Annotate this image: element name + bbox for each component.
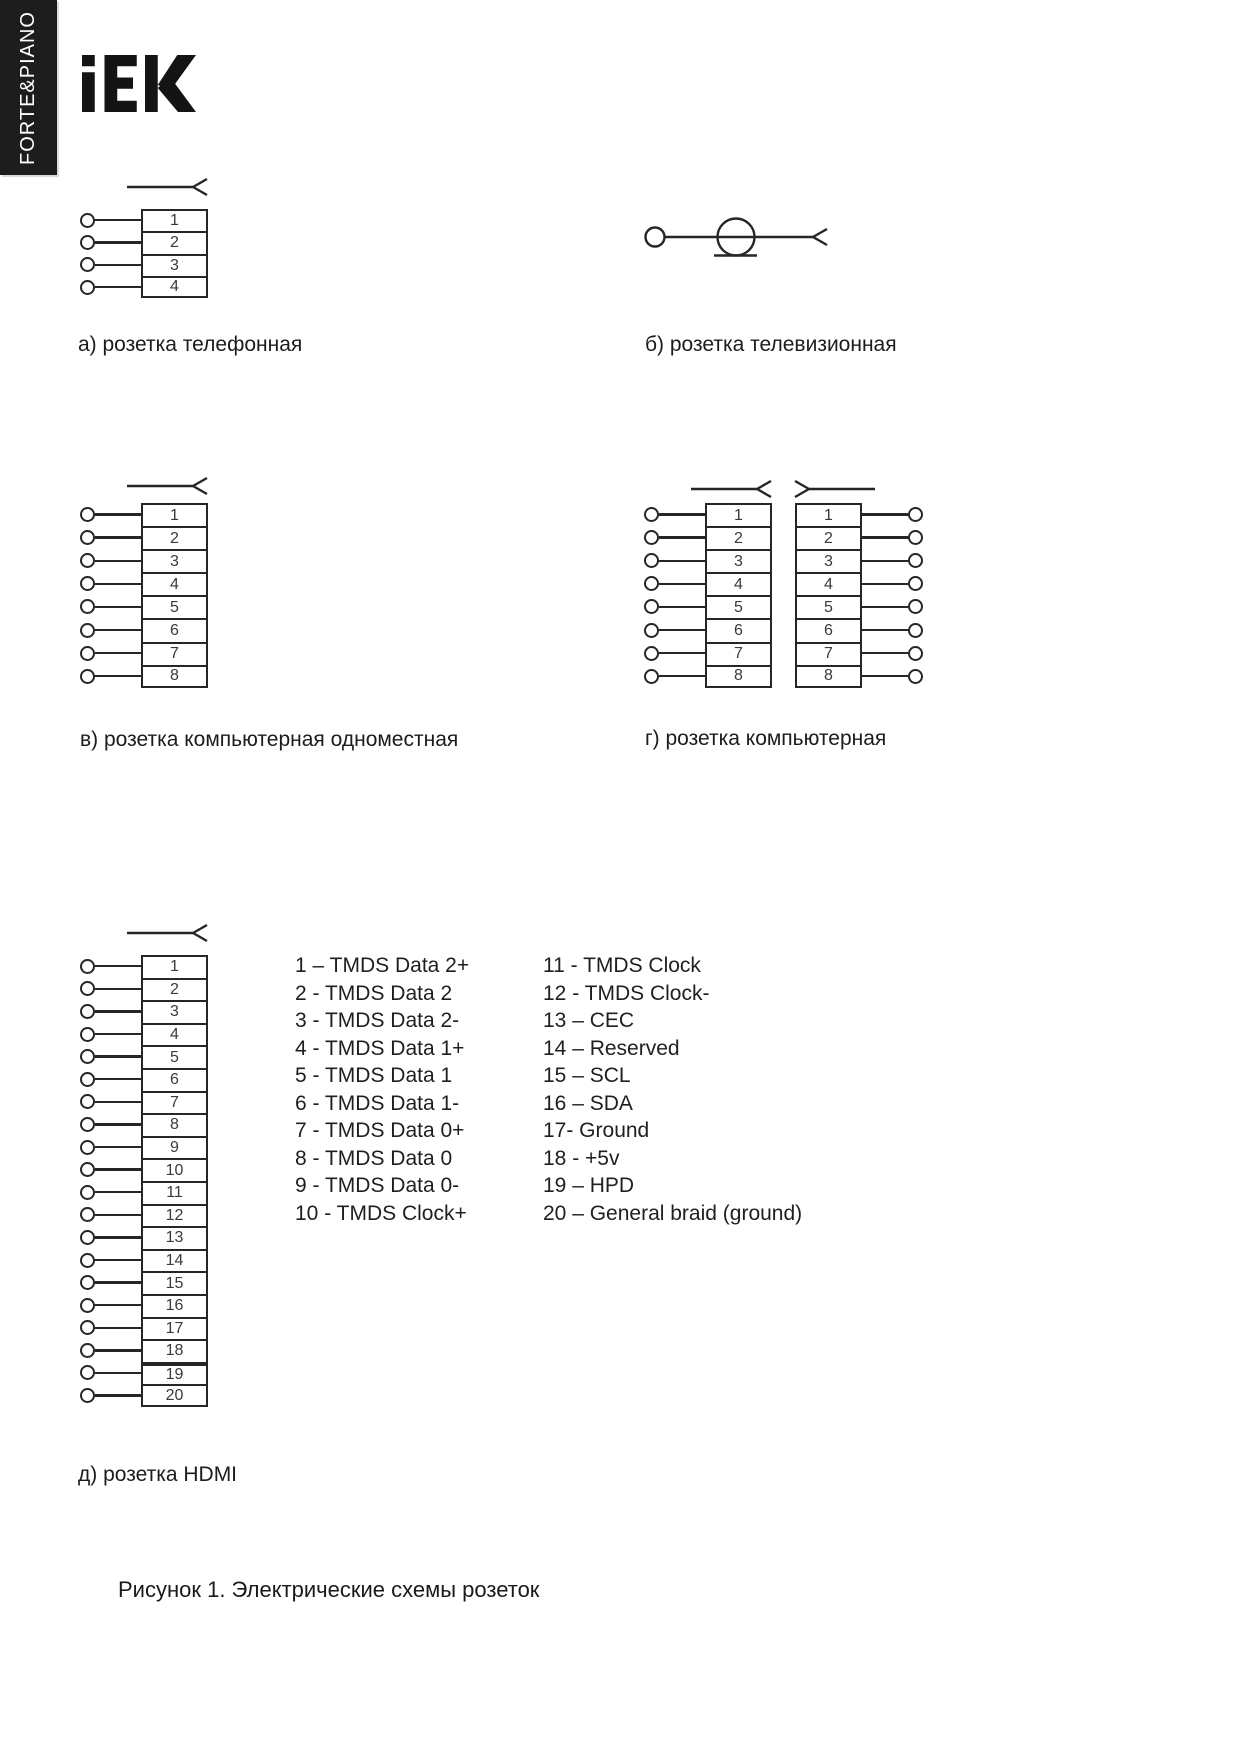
pin-row	[795, 549, 923, 572]
pin-cell	[141, 209, 208, 231]
pin-row	[80, 572, 208, 595]
pin-label: 14 – Reserved	[543, 1036, 680, 1060]
lead-line	[95, 675, 141, 677]
pin-number: 7	[734, 645, 743, 663]
pin-cell	[141, 1339, 208, 1362]
lead-line	[95, 1101, 141, 1103]
plug-arrow-icon	[126, 476, 208, 496]
terminal-circle-icon	[80, 959, 95, 974]
terminal-circle-icon	[80, 1230, 95, 1245]
pin-label: 20 – General braid (ground)	[543, 1201, 803, 1225]
terminal-circle-icon	[644, 599, 659, 614]
lead-line	[659, 536, 705, 538]
pin-cell	[141, 1384, 208, 1407]
lead-line	[95, 536, 141, 538]
pin-number: 4	[170, 575, 179, 593]
pin-number: 6	[824, 622, 833, 640]
plug-arrow-icon	[126, 923, 208, 943]
lead-line	[862, 606, 908, 608]
pin-number: 2	[734, 529, 743, 547]
pin-number: 1	[170, 958, 179, 976]
pin-row	[80, 1294, 208, 1317]
pin-number: 6	[170, 1071, 179, 1089]
terminal-circle-icon	[80, 1094, 95, 1109]
pin-cell	[141, 1362, 208, 1385]
pin-number: 9	[170, 1139, 179, 1157]
lead-line	[862, 513, 908, 515]
lead-line	[862, 629, 908, 631]
pin-cell	[795, 526, 862, 549]
lead-line	[95, 965, 141, 967]
pin-cell	[141, 1294, 208, 1317]
pin-number: 5	[824, 598, 833, 616]
lead-line	[659, 652, 705, 654]
pin-label: 6 - TMDS Data 1-	[295, 1091, 460, 1115]
pin-number: 1	[170, 212, 179, 230]
terminal-circle-icon	[80, 981, 95, 996]
pin-cell	[795, 549, 862, 572]
pin-number: 6	[170, 622, 179, 640]
lead-line	[95, 1191, 141, 1193]
pin-number: 8	[734, 667, 743, 685]
pin-cell	[705, 526, 772, 549]
terminal-circle-icon	[644, 507, 659, 522]
pin-cell	[141, 1226, 208, 1249]
pin-row	[80, 1317, 208, 1340]
pin-number: 19	[165, 1365, 184, 1383]
terminal-circle-icon	[908, 507, 923, 522]
pin-cell	[705, 549, 772, 572]
pin-row	[80, 978, 208, 1001]
telephone-connector	[80, 209, 208, 298]
terminal-circle-icon	[80, 1388, 95, 1403]
pin-row	[644, 618, 772, 641]
pin-cell	[141, 1068, 208, 1091]
pin-label: 18 - +5v	[543, 1146, 620, 1170]
pin-cell	[705, 503, 772, 526]
terminal-circle-icon	[80, 1207, 95, 1222]
pin-number: 15	[165, 1274, 184, 1292]
pin-cell	[705, 665, 772, 688]
terminal-circle-icon	[80, 1162, 95, 1177]
plug-arrow-mirrored-icon	[794, 479, 876, 499]
pin-label: 16 – SDA	[543, 1091, 633, 1115]
lead-line	[95, 560, 141, 562]
pin-cell	[141, 665, 208, 688]
terminal-circle-icon	[644, 669, 659, 684]
pin-row	[80, 1000, 208, 1023]
pin-row	[644, 572, 772, 595]
hdmi-pin-labels-left	[295, 952, 469, 1227]
terminal-circle-icon	[80, 1049, 95, 1064]
caption-telephone: а) розетка телефонная	[78, 333, 303, 356]
terminal-circle-icon	[908, 576, 923, 591]
lead-line	[659, 675, 705, 677]
pin-row	[80, 1045, 208, 1068]
pin-cell	[141, 549, 208, 572]
pin-number: 2	[170, 529, 179, 547]
terminal-circle-icon	[80, 553, 95, 568]
terminal-circle-icon	[908, 646, 923, 661]
iek-logo-icon	[82, 55, 202, 112]
pin-number: 8	[170, 1116, 179, 1134]
pin-cell	[141, 1317, 208, 1340]
pin-row	[80, 595, 208, 618]
terminal-circle-icon	[80, 1140, 95, 1155]
terminal-circle-icon	[80, 257, 95, 272]
lead-line	[95, 1214, 141, 1216]
terminal-circle-icon	[908, 530, 923, 545]
pin-number: 10	[165, 1161, 184, 1179]
terminal-circle-icon	[80, 669, 95, 684]
pin-cell	[141, 254, 208, 276]
lead-line	[95, 1146, 141, 1148]
lead-line	[95, 1168, 141, 1170]
pin-number: 2	[170, 980, 179, 998]
pin-cell	[795, 503, 862, 526]
terminal-circle-icon	[80, 623, 95, 638]
terminal-circle-icon	[80, 1343, 95, 1358]
pin-cell	[141, 1271, 208, 1294]
pin-cell	[795, 595, 862, 618]
pin-row	[80, 1068, 208, 1091]
terminal-circle-icon	[644, 553, 659, 568]
pin-cell	[141, 642, 208, 665]
pin-number: 3	[824, 552, 833, 570]
lead-line	[659, 606, 705, 608]
pin-row	[795, 526, 923, 549]
pin-cell	[141, 1181, 208, 1204]
hdmi-pin-labels-right	[543, 952, 802, 1227]
lead-line	[95, 1394, 141, 1396]
pin-cell	[141, 1023, 208, 1046]
pin-cell	[141, 1158, 208, 1181]
lead-line	[95, 1281, 141, 1283]
pin-row	[80, 665, 208, 688]
pin-number: 4	[734, 575, 743, 593]
terminal-circle-icon	[80, 1253, 95, 1268]
pin-row	[80, 1339, 208, 1362]
computer-double-right-connector	[795, 503, 923, 688]
caption-computer-double: г) розетка компьютерная	[645, 727, 887, 750]
pin-label: 7 - TMDS Data 0+	[295, 1119, 465, 1142]
lead-line	[95, 219, 141, 221]
pin-cell	[141, 1000, 208, 1023]
pin-row	[80, 1136, 208, 1159]
terminal-circle-icon	[80, 1027, 95, 1042]
pin-row	[80, 1113, 208, 1136]
pin-number: 2	[824, 529, 833, 547]
pin-number: 8	[170, 667, 179, 685]
terminal-circle-icon	[644, 576, 659, 591]
plug-arrow-icon	[126, 177, 208, 197]
pin-cell	[705, 618, 772, 641]
pin-cell	[141, 595, 208, 618]
pin-cell	[141, 526, 208, 549]
lead-line	[95, 1304, 141, 1306]
pin-cell	[141, 1091, 208, 1114]
pin-cell	[141, 1045, 208, 1068]
pin-label: 15 – SCL	[543, 1064, 631, 1087]
lead-line	[95, 583, 141, 585]
terminal-circle-icon	[908, 553, 923, 568]
terminal-circle-icon	[80, 1320, 95, 1335]
lead-line	[95, 1055, 141, 1057]
pin-cell	[795, 665, 862, 688]
pin-number: 5	[170, 1048, 179, 1066]
pin-row	[795, 503, 923, 526]
pin-cell	[141, 955, 208, 978]
pin-row	[80, 1384, 208, 1407]
lead-line	[95, 286, 141, 288]
pin-number: 7	[170, 1093, 179, 1111]
pin-label: 4 - TMDS Data 1+	[295, 1036, 465, 1060]
pin-number: 5	[170, 598, 179, 616]
terminal-circle-icon	[80, 1298, 95, 1313]
pin-row	[80, 254, 208, 276]
terminal-circle-icon	[644, 530, 659, 545]
pin-row	[80, 231, 208, 253]
pin-row	[644, 549, 772, 572]
pin-number: 2	[170, 234, 179, 252]
pin-number: 3	[170, 1003, 179, 1021]
pin-row	[795, 618, 923, 641]
pin-row	[80, 503, 208, 526]
computer-double-left-connector	[644, 503, 772, 688]
caption-computer-single: в) розетка компьютерная одноместная	[80, 728, 459, 751]
lead-line	[95, 1259, 141, 1261]
lead-line	[659, 560, 705, 562]
lead-line	[862, 675, 908, 677]
pin-label: 13 – CEC	[543, 1009, 635, 1032]
pin-row	[80, 642, 208, 665]
terminal-circle-icon	[908, 669, 923, 684]
pin-number: 7	[824, 645, 833, 663]
pin-row	[80, 1362, 208, 1385]
terminal-circle-icon	[80, 1365, 95, 1380]
pin-number: 1	[734, 506, 743, 524]
pin-cell	[141, 1249, 208, 1272]
pin-row	[80, 1091, 208, 1114]
pin-label: 3 - TMDS Data 2-	[295, 1009, 460, 1032]
plug-arrow-icon	[690, 479, 772, 499]
pin-number: 11	[166, 1184, 183, 1202]
pin-cell	[141, 618, 208, 641]
pin-row	[80, 526, 208, 549]
pin-cell	[705, 595, 772, 618]
caption-hdmi: д) розетка HDMI	[78, 1463, 238, 1486]
terminal-circle-icon	[80, 530, 95, 545]
lead-line	[95, 1010, 141, 1012]
iek-logo	[82, 55, 202, 112]
pin-number: 4	[170, 278, 179, 296]
pin-label: 17- Ground	[543, 1119, 650, 1142]
pin-number: 3	[170, 552, 179, 570]
pin-row	[80, 618, 208, 641]
brand-vertical-text: FORTE&PIANO	[17, 10, 39, 165]
terminal-circle-icon	[644, 623, 659, 638]
pin-cell	[795, 618, 862, 641]
pin-number: 5	[734, 598, 743, 616]
lead-line	[95, 1372, 141, 1374]
pin-row	[80, 1204, 208, 1227]
pin-number: 7	[170, 645, 179, 663]
terminal-circle-icon	[80, 280, 95, 295]
pin-label: 9 - TMDS Data 0-	[295, 1174, 460, 1197]
terminal-circle-icon	[80, 507, 95, 522]
pin-cell	[795, 642, 862, 665]
lead-line	[95, 1349, 141, 1351]
lead-line	[95, 513, 141, 515]
pin-number: 20	[165, 1386, 184, 1404]
lead-line	[659, 513, 705, 515]
pin-label: 5 - TMDS Data 1	[295, 1064, 453, 1087]
lead-line	[95, 1033, 141, 1035]
hdmi-connector	[80, 955, 208, 1407]
terminal-circle-icon	[80, 1004, 95, 1019]
lead-line	[95, 606, 141, 608]
pin-cell	[141, 572, 208, 595]
terminal-circle-icon	[80, 235, 95, 250]
terminal-circle-icon	[80, 213, 95, 228]
pin-cell	[141, 1204, 208, 1227]
lead-line	[862, 583, 908, 585]
pin-row	[80, 1181, 208, 1204]
pin-row	[644, 503, 772, 526]
pin-row	[644, 526, 772, 549]
pin-cell	[141, 1113, 208, 1136]
pin-number: 4	[170, 1026, 179, 1044]
lead-line	[95, 264, 141, 266]
pin-number: 8	[824, 667, 833, 685]
lead-line	[659, 583, 705, 585]
pin-row	[80, 209, 208, 231]
pin-row	[80, 1158, 208, 1181]
pin-row	[80, 955, 208, 978]
pin-label: 19 – HPD	[543, 1174, 635, 1197]
pin-number: 12	[165, 1206, 184, 1224]
pin-number: 3	[170, 256, 179, 274]
pin-label: 8 - TMDS Data 0	[295, 1146, 453, 1170]
pin-number: 16	[165, 1297, 184, 1315]
pin-row	[80, 549, 208, 572]
pin-label: 10 - TMDS Clock+	[295, 1201, 467, 1225]
lead-line	[862, 536, 908, 538]
terminal-circle-icon	[80, 1117, 95, 1132]
lead-line	[95, 1327, 141, 1329]
terminal-circle-icon	[644, 646, 659, 661]
pin-number: 6	[734, 622, 743, 640]
lead-line	[659, 629, 705, 631]
pin-cell	[141, 231, 208, 253]
tv-socket-symbol-icon	[643, 215, 835, 261]
lead-line	[95, 1236, 141, 1238]
pin-number: 1	[824, 506, 833, 524]
pin-number: 14	[165, 1252, 184, 1270]
pin-cell	[141, 503, 208, 526]
pin-number: 18	[165, 1342, 184, 1360]
pin-cell	[141, 276, 208, 298]
terminal-circle-icon	[80, 576, 95, 591]
lead-line	[95, 988, 141, 990]
lead-line	[95, 1078, 141, 1080]
computer-single-connector	[80, 503, 208, 688]
pin-cell	[795, 572, 862, 595]
pin-label: 11 - TMDS Clock	[543, 954, 701, 977]
pin-row	[80, 276, 208, 298]
pin-row	[80, 1226, 208, 1249]
figure-caption: Рисунок 1. Электрические схемы розеток	[118, 1577, 540, 1602]
lead-line	[95, 1123, 141, 1125]
pin-number: 3	[734, 552, 743, 570]
pin-cell	[141, 978, 208, 1001]
terminal-circle-icon	[80, 646, 95, 661]
pin-row	[795, 572, 923, 595]
pin-row	[644, 595, 772, 618]
pin-cell	[705, 642, 772, 665]
terminal-circle-icon	[80, 1185, 95, 1200]
lead-line	[862, 560, 908, 562]
lead-line	[95, 652, 141, 654]
terminal-circle-icon	[908, 623, 923, 638]
pin-row	[80, 1271, 208, 1294]
pin-number: 13	[165, 1229, 184, 1247]
pin-label: 12 - TMDS Clock-	[543, 981, 710, 1005]
terminal-circle-icon	[908, 599, 923, 614]
pin-number: 4	[824, 575, 833, 593]
lead-line	[862, 652, 908, 654]
pin-number: 1	[170, 506, 179, 524]
pin-label: 1 – TMDS Data 2+	[295, 954, 470, 977]
lead-line	[95, 241, 141, 243]
pin-cell	[141, 1136, 208, 1159]
pin-row	[795, 642, 923, 665]
terminal-circle-icon	[80, 1275, 95, 1290]
pin-row	[795, 595, 923, 618]
pin-row	[80, 1249, 208, 1272]
pin-number: 17	[165, 1319, 184, 1337]
caption-tv: б) розетка телевизионная	[645, 333, 897, 356]
terminal-circle-icon	[80, 599, 95, 614]
pin-row	[644, 665, 772, 688]
pin-row	[795, 665, 923, 688]
lead-line	[95, 629, 141, 631]
terminal-circle-icon	[80, 1072, 95, 1087]
pin-row	[644, 642, 772, 665]
pin-label: 2 - TMDS Data 2	[295, 981, 453, 1005]
brand-sidebar	[0, 0, 57, 175]
pin-row	[80, 1023, 208, 1046]
pin-cell	[705, 572, 772, 595]
